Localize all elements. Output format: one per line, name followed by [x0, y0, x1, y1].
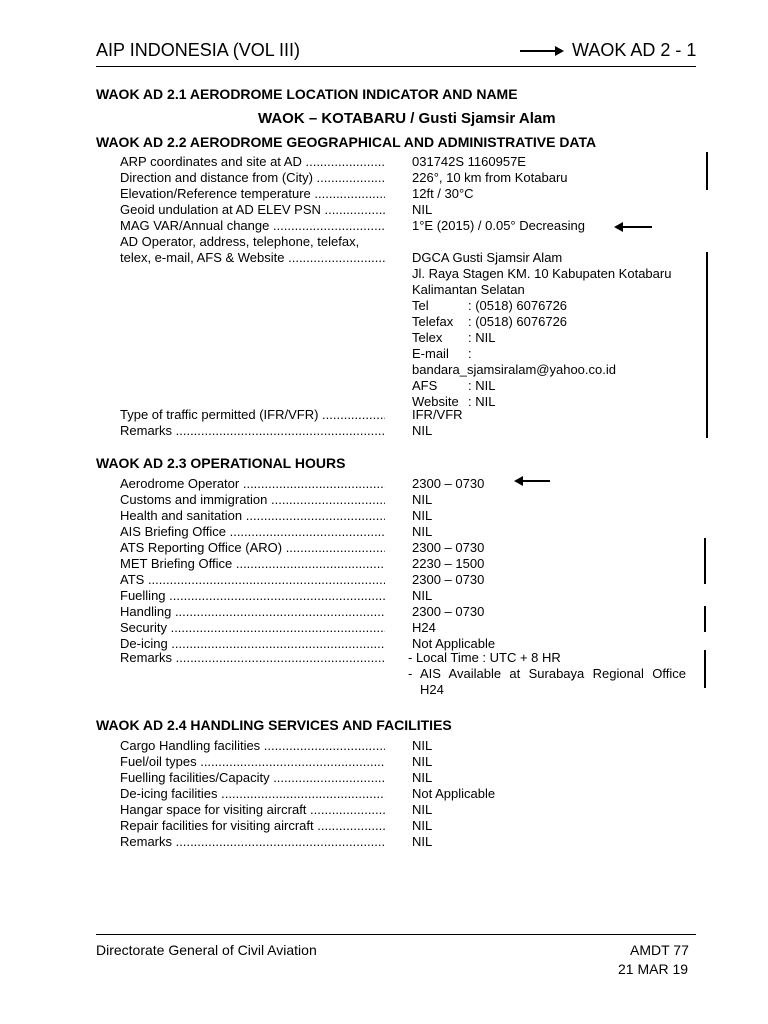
contact-key: Telefax [412, 314, 454, 329]
contact-row [412, 346, 472, 362]
field-label: Handling ..... [120, 604, 385, 620]
arrow-right-icon [520, 50, 562, 52]
field-label: Direction and distance from (City) ..... [120, 170, 385, 186]
field-value: NIL [412, 754, 433, 769]
field-value: NIL [412, 834, 433, 849]
contact-key: E-mail [412, 346, 449, 361]
contact-key: Tel [412, 298, 429, 313]
section-2-2-title: WAOK AD 2.2 AERODROME GEOGRAPHICAL AND ADMINISTRATIVE DATA [96, 134, 597, 150]
footer-date: 21 MAR 19 [618, 961, 689, 977]
contact-value: : [468, 346, 472, 361]
field-value: NIL [412, 524, 433, 539]
operator-label-line2: telex, e-mail, AFS & Website ..... [120, 250, 385, 266]
footer-amendment: AMDT 77 [630, 942, 689, 958]
change-bar [706, 252, 708, 438]
email-value: bandara_sjamsiralam@yahoo.co.id [412, 362, 616, 377]
field-label: Geoid undulation at AD ELEV PSN ..... [120, 202, 385, 218]
field-label: Type of traffic permitted (IFR/VFR) ..... [120, 407, 385, 423]
change-bar [704, 650, 706, 688]
arrow-left-icon [516, 480, 550, 482]
operator-line: Jl. Raya Stagen KM. 10 Kabupaten Kotabaru [412, 266, 672, 281]
contact-row [412, 314, 567, 330]
field-value: NIL [412, 202, 433, 217]
field-label: Hangar space for visiting aircraft ..... [120, 802, 385, 818]
change-bar [704, 606, 706, 632]
field-label: Customs and immigration ..... [120, 492, 385, 508]
field-value: 2300 – 0730 [412, 572, 485, 587]
contact-key: AFS [412, 378, 438, 393]
field-label: Elevation/Reference temperature ..... [120, 186, 385, 202]
remarks-line-3: H24 [420, 682, 444, 697]
field-value: NIL [412, 818, 433, 833]
field-value: NIL [412, 770, 433, 785]
field-label: De-icing facilities ..... [120, 786, 385, 802]
footer-publisher: Directorate General of Civil Aviation [96, 942, 317, 958]
field-value: IFR/VFR [412, 407, 463, 422]
field-value: NIL [412, 423, 433, 438]
header-title: AIP INDONESIA (VOL III) [96, 40, 301, 60]
contact-key: Website [412, 394, 459, 409]
field-value: 12ft / 30°C [412, 186, 474, 201]
contact-row [412, 378, 495, 394]
field-value: 2300 – 0730 [412, 604, 485, 619]
field-label: AIS Briefing Office ..... [120, 524, 385, 540]
contact-value: : NIL [468, 330, 496, 345]
change-bar [704, 538, 706, 584]
field-label: Fuel/oil types ..... [120, 754, 385, 770]
header-rule [96, 66, 696, 67]
remarks-line-1: - Local Time : UTC + 8 HR [408, 650, 561, 665]
footer-rule [96, 934, 696, 935]
aerodrome-name: WAOK – KOTABARU / Gusti Sjamsir Alam [258, 110, 556, 127]
field-value: NIL [412, 508, 433, 523]
remarks-line-2: - AIS Available at Surabaya Regional Office [408, 666, 686, 681]
operator-line: Kalimantan Selatan [412, 282, 525, 297]
field-label: Remarks ..... [120, 423, 385, 439]
field-label: MAG VAR/Annual change ..... [120, 218, 385, 234]
field-label: ATS Reporting Office (ARO) ..... [120, 540, 385, 556]
field-value: Not Applicable [412, 636, 496, 651]
field-label: ARP coordinates and site at AD ..... [120, 154, 385, 170]
field-label: Aerodrome Operator ..... [120, 476, 385, 492]
arrow-left-icon [616, 226, 652, 228]
field-value: NIL [412, 588, 433, 603]
field-label: Fuelling facilities/Capacity ..... [120, 770, 385, 786]
field-label: Remarks ..... [120, 834, 385, 850]
field-label: Security ..... [120, 620, 385, 636]
contact-row [412, 330, 495, 346]
field-value: 2300 – 0730 [412, 540, 485, 555]
field-label: MET Briefing Office ..... [120, 556, 385, 572]
section-2-3-title: WAOK AD 2.3 OPERATIONAL HOURS [96, 455, 346, 471]
contact-row [412, 298, 567, 314]
contact-value: : (0518) 6076726 [468, 314, 568, 329]
field-label: Cargo Handling facilities ..... [120, 738, 385, 754]
field-value: NIL [412, 802, 433, 817]
operator-line: DGCA Gusti Sjamsir Alam [412, 250, 563, 265]
field-value: H24 [412, 620, 436, 635]
section-2-1-title: WAOK AD 2.1 AERODROME LOCATION INDICATOR AND NAME [96, 86, 518, 102]
field-value: 2230 – 1500 [412, 556, 485, 571]
contact-value: : (0518) 6076726 [468, 298, 568, 313]
contact-value: : NIL [468, 394, 496, 409]
field-label: De-icing ..... [120, 636, 385, 652]
field-value: 226°, 10 km from Kotabaru [412, 170, 568, 185]
contact-value: : NIL [468, 378, 496, 393]
section-2-4-title: WAOK AD 2.4 HANDLING SERVICES AND FACILITIES [96, 717, 452, 733]
field-label: Fuelling ..... [120, 588, 385, 604]
header-page-ref: WAOK AD 2 - 1 [572, 40, 697, 60]
operator-label-line1: AD Operator, address, telephone, telefax, [120, 234, 360, 249]
field-value: NIL [412, 738, 433, 753]
field-value: 2300 – 0730 [412, 476, 485, 491]
field-value: 031742S 1160957E [412, 154, 526, 169]
field-label: Health and sanitation ..... [120, 508, 385, 524]
field-label: Repair facilities for visiting aircraft ..... [120, 818, 385, 834]
change-bar [706, 152, 708, 190]
contact-key: Telex [412, 330, 443, 345]
field-label: ATS ..... [120, 572, 385, 588]
field-value: 1°E (2015) / 0.05° Decreasing [412, 218, 585, 233]
remarks-label: Remarks ..... [120, 650, 385, 666]
field-value: Not Applicable [412, 786, 496, 801]
field-value: NIL [412, 492, 433, 507]
